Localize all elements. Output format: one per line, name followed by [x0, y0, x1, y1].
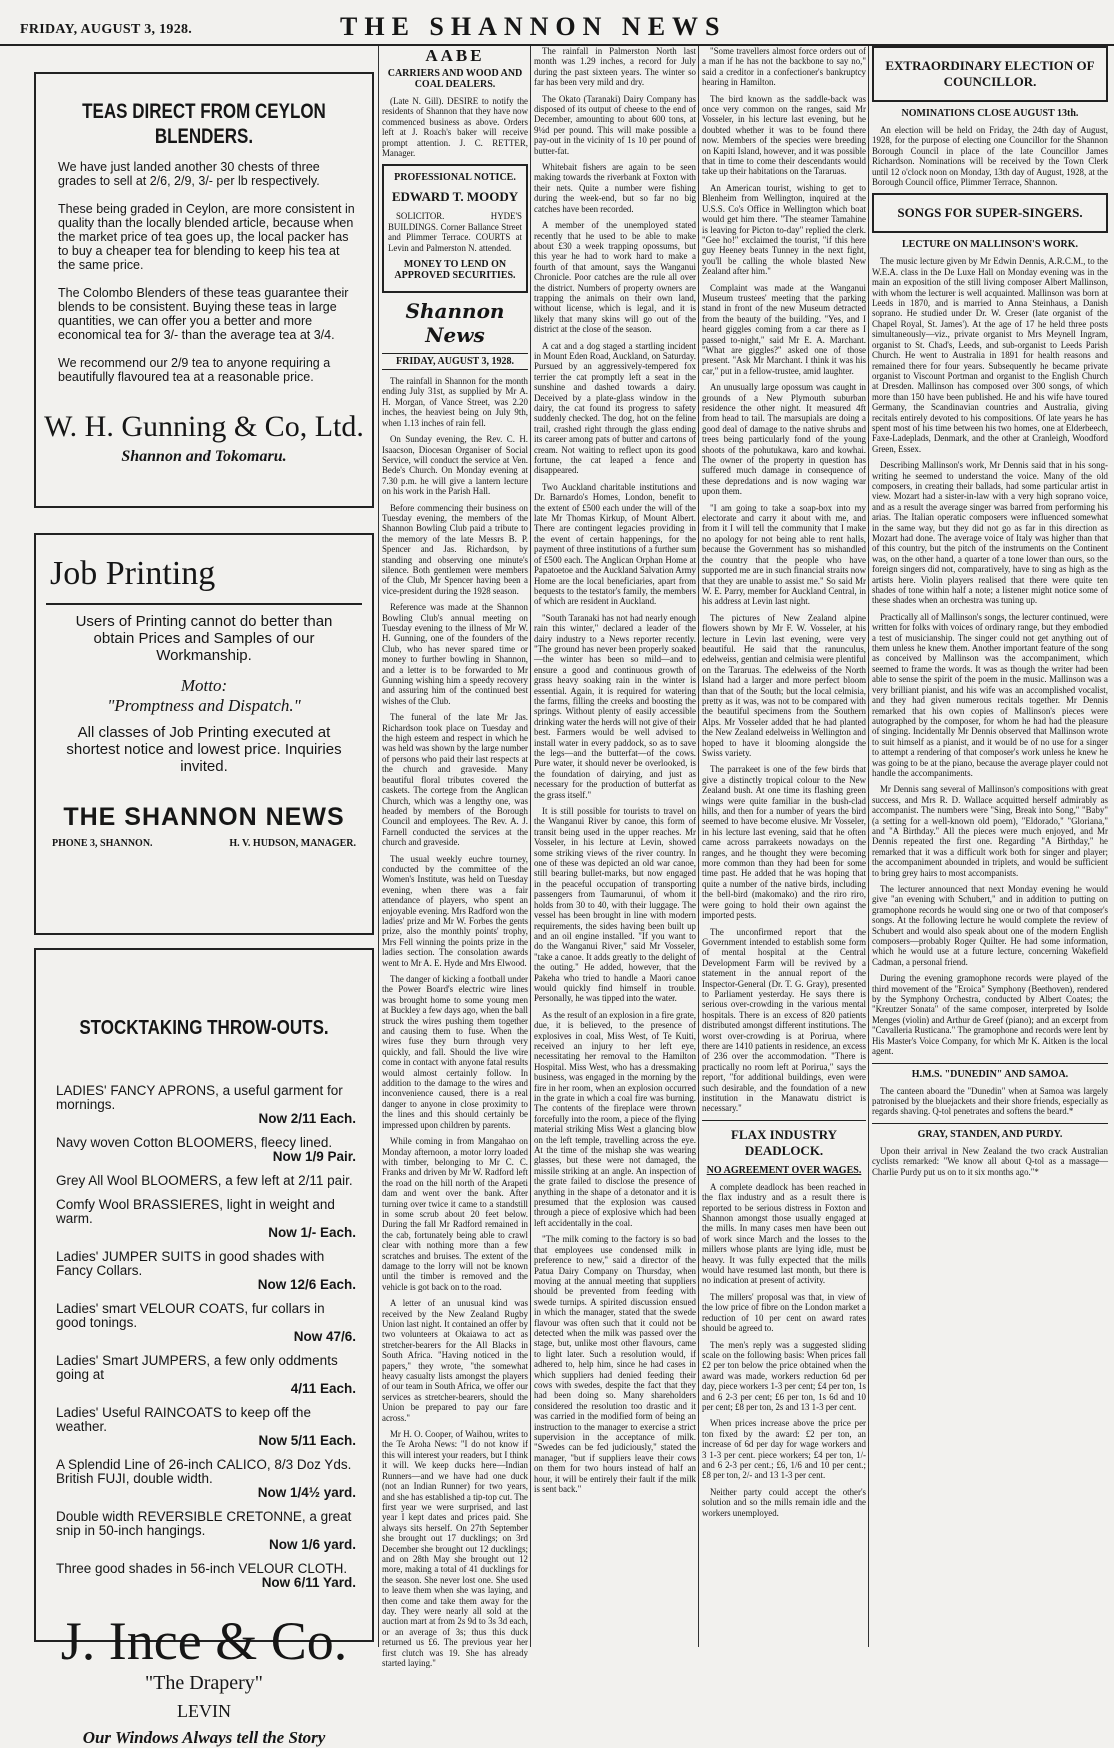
job-printing-heading: Job Printing [50, 555, 216, 592]
news-paragraph: A letter of an unusual kind was received by the New Zealand Rugby Union last night. It contained an offer by two volunteers at Okaiawa to act as stretcher-bearers for the All Blacks in South Africa. "Having noticed in the papers," they wrote, "the somewhat heavy casualty lists amongst the players of our team in South Africa, we offer our services as stretcher-bearers, should the Union be prepared to pay our fare across." [382, 1298, 528, 1423]
news-paragraph: The usual weekly euchre tourney, conducted by the committee of the Women's Institute, was held on Tuesday evening, when there was a fair attendance of players, who spent an enjoyable evening. Mrs Radford won the ladies' prize and Mr W. Forbes the gents prize, also the monthly points' trophy, Mrs Fell winning the points prize in the ladies section. The consolation awards went to Mr A. E. Hyde and Mrs Elwood. [382, 853, 528, 968]
news-paragraph: An American tourist, wishing to get to Blenheim from Wellington, inquired at the U.S.S. Co's Office in Wellington which boat would get him there. "The steamer Tamahine is leaving for Picton to-day" replied the clerk. "Gee ho!" exclaimed the tourist, "if this here guy Heeney beats Tunney in the next fight, you'll be calling the whole blasted New Zealand after him." [702, 182, 866, 277]
news-paragraph: The danger of kicking a football under the Power Board's electric wire lines was brought home to some young men at Buckley a few days ago, when the ball struck the wires pushing them together and causing them to fuse. When the wires fuse they burn through very quickly, and fall. Should the live wire come in contact with anyone fatal results would almost certainly follow. In addition to the damage to the wires and inconvenience caused, there is a real danger to anyone in close proximity to the lines and this should certainly be impressed upon children by parents. [382, 974, 528, 1130]
store-tagline: "The Drapery" [145, 1672, 263, 1694]
news-paragraph: The rainfall in Palmerston North last month was 1.29 inches, a record for July during the past sixteen years. The winter so far has been very mild and dry. [534, 46, 696, 88]
news-paragraph: The music lecture given by Mr Edwin Dennis, A.R.C.M., to the W.E.A. class in the De Luxe Hall on Monday evening was in the main an exposition of the still living composer Albert Mallinson, with whom the lecturer is well acquainted. Mallinson was born at Leeds in 1870, and is married to Anna Steinhaus, a Danish soprano. He studied under Dr. W. Creser (late organist of the Chapel Royal, St. James'). At the age of 17 he held three posts simultaneously—viz., private organist to Mrs Meynell Ingram, organist to St. Chad's, Leeds, and sub-organist to Leeds Parish Church. He went to Australia in 1891 for health reasons and remained there for four years. Subsequently he became private organist to Viscount Portman and organist to the English Church at Dresden. Mallinson has composed over 300 songs, of which more than 150 have been published. He and his wife have toured Germany, the Scandinavian countries and Australia, giving recitals entirely devoted to his compositions. Of late years he has spent most of his time between his two homes, one at Elderbeech, Faxe-Ladeplads, Denmark, and the other at Cranleigh, Woodford Green, Essex. [872, 256, 1108, 454]
paper-date: FRIDAY, AUGUST 3, 1928. [382, 353, 528, 370]
news-paragraph: As the result of an explosion in a fire grate, due, it is believed, to the presence of explosives in coal, Miss West, of Te Kuiti, received an injury to her left eye, necessitating her removal to the Hamilton Hospital. Miss West, who has a dressmaking business, was engaged in the morning by the fire in her room, when an explosion occurred in the grate in which a coal fire was burning. The contents of the fireplace were thrown forcefully into the room, a piece of the flying material striking Miss West a glancing blow on the left temple, travelling across the eye. At the time of the mishap she was wearing glasses, but these were not damaged, the missile striking at an angle. An inspection of the grate failed to disclose the presence of anything in the shape of a detonator and it is presumed that the explosion was caused through a piece of explosive which had been left accidentally in the coal. [534, 1009, 696, 1228]
stocktaking-heading: STOCKTAKING THROW-OUTS. [79, 1016, 329, 1039]
flax-heading: FLAX INDUSTRY DEADLOCK. [702, 1120, 866, 1159]
flax-subheading: NO AGREEMENT OVER WAGES. [706, 1164, 862, 1176]
sale-item: Comfy Wool BRASSIERES, light in weight and warm. Now 1/- Each. [56, 1197, 356, 1240]
sale-item: Ladies' Useful RAINCOATS to keep off the weather. Now 5/11 Each. [56, 1405, 356, 1448]
newspaper-title: THE SHANNON NEWS [340, 12, 727, 41]
news-paragraph: Neither party could accept the other's solution and so the mills remain idle and the workers unemployed. [702, 1486, 866, 1518]
news-paragraph: Reference was made at the Shannon Bowling Club's annual meeting on Tuesday evening to the illness of Mr W. H. Gunning, one of the founders of the Club, who has never spared time or money to further bowling in Shannon, and a letter is to be forwarded to Mr Gunning wishing him a speedy recovery and assuring him of the continued best wishes of the Club. [382, 602, 528, 706]
manager-name: H. V. HUDSON, MANAGER. [229, 838, 356, 849]
news-paragraph: Before commencing their business on Tuesday evening, the members of the Shannon Bowling Club paid a tribute to the memory of the late Messrs B. P. Spencer and Jas. Richardson, by standing and observing one minute's silence. Both gentlemen were members of the Club, Mr Spencer having been a vice-president during the 1928 season. [382, 502, 528, 596]
news-paragraph: When prices increase above the price per ton fixed by the award: £2 per ton, an increase of 6d per day for wage workers and 3 1-3 per cent. piece workers; £4 per ton, 1/- and 6 2-3 per cent.; £6, 1/6 and 10 per cent.; £8 per ton, 2/- and 13 1-3 per cent. [702, 1418, 866, 1481]
news-paragraph: The funeral of the late Mr Jas. Richardson took place on Tuesday and the high esteem and respect in which he was held was shown by the large number of persons who paid their last respects at the church and graveside. Many beautiful floral tributes covered the caskets. The cortege from the Anglican Church, which was a lengthy one, was headed by members of the Borough Council and employees. The Rev. A. J. Farnell conducted the services at the church and graveside. [382, 712, 528, 848]
news-paragraph: "South Taranaki has not had nearly enough rain this winter," declared a leader of the dairy industry to a News reporter recently. "The ground has never been properly soaked—the winter has been so mild—and to ensure a good and continuous growth of grass heavy soaking rain in the winter is essential. Again, it is required for watering the farms, filling the creeks and boosting the springs. Without plenty of easily accessible drinking water the herds will not give of their best. Farmers would be well advised to install water in every paddock, so as to save the legs—and the butterfat—of the cows. Pure water, it should never be overlooked, is the foundation of dairying, and just as necessary for the production of butterfat as the grass itself." [534, 612, 696, 800]
job-printing-text: All classes of Job Printing executed at shortest notice and lowest price. Inquiries invited. [66, 724, 342, 775]
news-paragraph: Two Auckland charitable institutions and Dr. Barnardo's Homes, London, benefit to the extent of £500 each under the will of the late Mr Thomas Kirkup, of Mount Albert. There are contingent legacies providing in the event of certain happenings, for the payment of three institutions of a further sum of £500 each. The Anglican Orphan Home at Papatoetoe and the Auckland Salvation Army Home are the local beneficiaries, apart from bequests to the testator's family, the members of which are resident in Auckland. [534, 481, 696, 607]
news-paragraph: Complaint was made at the Wanganui Museum trustees' meeting that the parking stand in front of the new Museum detracted from the beauty of the building. "Yes, and I heard giggles coming from a car there as I passed to-night," said Mr E. A. Marchant. "What are giggles?" asked one of those present. "Ask Mr Marchant. I think it was his car," put in a fellow-trustee, amid laughter. [702, 282, 866, 376]
tea-ad-heading: TEAS DIRECT FROM CEYLON BLENDERS. [82, 99, 326, 148]
news-paragraph: Describing Mallinson's work, Mr Dennis said that in his song-writing he seemed to understand the voice. Many of the old composers, in creating their ballads, had some particular artist in view. Mozart had a sister-in-law with a very high soprano voice, and as a result the average singer was barred from performing his arias. The Italian operatic composers were influenced somewhat in the same way, but they did not go as far in this direction as Mozart had done. The average voice of Italy was higher than that of this country, but the pitch of the instruments on the Continent was, on the other hand, a quarter of a tone lower than ours, so the foreign singers did not, comparatively, have to sing as high as the artists here. Violin players realised that there were quite ten shades of tone within half a note; a listener might notice some of these shades when an orchestra was tuning up. [872, 460, 1108, 606]
tea-advertisement [34, 72, 374, 508]
motto-label: Motto: [180, 676, 228, 695]
column-rule [868, 46, 869, 1647]
aabe-notice: (Late N. Gill). DESIRE to notify the residents of Shannon that they have now commenced business as above. Orders left at J. Roach's baker will receive prompt attention. J. C. RETTER, Manager. [382, 96, 528, 159]
news-paragraph: Mr Dennis sang several of Mallinson's compositions with great success, and Mrs R. D. Wallace acquitted herself admirably as accompanist. The numbers were "Sing, Break into Song," "Baby" (a setting for a well-known old poem), "Eldorado," "Gloriana," and "A Birthday." All the pieces were much enjoyed, and Mr Dennis repeated the first one. Regarding "A Birthday," he remarked that it was a difficult work both for singer and player; the accompaniment abounded in triplets, and would be sufficient to bring grey hairs to most accompanists. [872, 784, 1108, 878]
news-paragraph: The lecturer announced that next Monday evening he would give "an evening with Schubert," and in addition to putting on gramophone records he would sing one or two of that composer's songs. At the following lecture he would complete the review of Schubert and would also speak about one of the modern English composers—probably Roger Quilter. He had some information, which he would use at a future lecture, concerning Wakefield Cadman, a personal friend. [872, 884, 1108, 967]
news-paragraph: The canteen aboard the "Dunedin" when at Samoa was largely patronised by the bluejackets and their shore friends, especially as regards shaving. Q-tol penetrates and softens the beard.* [872, 1085, 1108, 1117]
sale-item: Navy woven Cotton BLOOMERS, fleecy lined. Now 1/9 Pair. [56, 1135, 356, 1164]
gray-heading: GRAY, STANDEN, AND PURDY. [872, 1123, 1108, 1140]
news-paragraph: The pictures of New Zealand alpine flowers shown by Mr F. W. Vosseler, at his lecture in Levin last evening, were very beautiful. He said that the ranunculus, edelweiss, gentian and celmisia were plentiful on the Tararuas. The edelweiss of the North Island had a larger and more perfect bloom than that of the South; but the local celmisia, pretty as it was, was not to be compared with the beautiful specimens from the Southern Alps. Mr Vosseler added that he had planted the New Zealand edelweiss in Wellington and hoped to have it blooming alongside the Swiss variety. [702, 612, 866, 758]
sale-item: A Splendid Line of 26-inch CALICO, 8/3 Doz Yds. British FUJI, double width. Now 1/4½ yard. [56, 1457, 356, 1500]
sale-item: Grey All Wool BLOOMERS, a few left at 2/11 pair. [56, 1173, 353, 1188]
store-town: LEVIN [177, 1701, 231, 1721]
column-rule [530, 46, 531, 1647]
news-paragraph: An unusually large opossum was caught in grounds of a New Plymouth suburban residence the other night. It measured 4ft from head to tail. The marsupials are doing a good deal of damage to the native shrubs and trees being particularly fond of the young shoots of the pohutukawa, karo and kowhai. The owner of the property in question has suffered much damage in consequence of these depredations and is now waging war upon them. [702, 382, 866, 497]
news-paragraph: Practically all of Mallinson's songs, the lecturer continued, were written for folks with voices of ordinary range, but they embodied a test of musicianship. The singer could not get anything out of them unless he knew them. Another important feature of the song as conceived by Mallinson was the accompaniment, which seemed to frame the words. It was as though the writer had been able to sense the spirit of the poem in the music. Mallinson was a very brilliant pianist, and his wife was an accomplished vocalist, and they had given numerous recitals together. Mr Dennis remarked that his own copies of Mallinson's pieces were autographed by the composer, for whom he had had the pleasure of singing. Incidentally Mr Dennis observed that Mallinson wrote to suit himself as a pianist, and it would be of no use for a singer to attempt a rendering of that composer's work unless he knew he was going to be at the piano, because the average player could not handle the accompaniments. [872, 611, 1108, 778]
dunedin-heading: H.M.S. "DUNEDIN" AND SAMOA. [872, 1063, 1108, 1080]
shannon-news-name: THE SHANNON NEWS [63, 803, 345, 831]
news-paragraph: The rainfall in Shannon for the month ending July 31st, as supplied by Mr A. H. Morgan, of Vance Street, was 2.20 inches, the heaviest being on July 9th, when 1.13 inches of rain fell. [382, 376, 528, 428]
news-paragraph: "Some travellers almost force orders out of a man if he has not the backbone to say no," said a creditor in a confectioner's bankruptcy hearing in Hamilton. [702, 46, 866, 88]
stocktaking-advertisement [34, 948, 374, 1747]
songs-heading-box: SONGS FOR SUPER-SINGERS. [872, 193, 1108, 233]
sale-item: Ladies' smart VELOUR COATS, fur collars in good tonings. Now 47/6. [56, 1301, 356, 1344]
news-paragraph: While coming in from Mangahao on Monday afternoon, a motor lorry loaded with timber, belonging to Mr C. C. Franks and driven by Mr W. Radford left the road on the hill north of the Arapeti dam and went over the bank. After turning over twice it came to a standstill in some scrub about 20 feet below. During the fall Mr Radford remained in the cab, fortunately being able to crawl clear with nothing more than a few scratches and bruises. The extent of the damage to the lorry will not be known until the timber is removed and the vehicle is got back on to the road. [382, 1136, 528, 1292]
gunning-company-name: W. H. Gunning & Co, Ltd. [44, 410, 364, 443]
news-paragraph: During the evening gramophone records were played of the third movement of the "Eroica" Symphony (Beethoven), rendered by the Symphony Orchestra, conducted by Albert Coates; the "Kreutzer Sonata" of the same composer, interpreted by Isolde Menges (violin) and Arthur de Greef (piano); and an excerpt from "Cavalleria Rusticana." The gramophone and records were lent by His Master's Voice Company, for which Mr K. Aitken is the local agent. [872, 973, 1108, 1057]
motto: "Promptness and Dispatch." [107, 696, 301, 715]
sale-item: Three good shades in 56-inch VELOUR CLOTH. Now 6/11 Yard. [56, 1561, 356, 1590]
column-4 [702, 46, 866, 1647]
column-5 [872, 46, 1108, 1647]
column-3 [534, 46, 696, 1647]
professional-notice: PROFESSIONAL NOTICE. EDWARD T. MOODY SOLICITOR. HYDE'S BUILDINGS. Corner Ballance Street and Plimmer Terrace. COURTS at Levin and Palmerston N. attended. MONEY TO LEND ON APPROVED SECURITIES. [382, 164, 528, 293]
news-paragraph: A member of the unemployed stated recently that he used to be able to make about £30 a week trapping opossums, but this year he had to work hard to make a fourth of that amount, says the Wanganui Chronicle. Poor catches are the rule all over the district. Numbers of property owners are trapping the animals on their own land, without license, which is legal, and it is likely that many skins will go out of the district at the close of the season. [534, 220, 696, 335]
news-paragraph: A cat and a dog staged a startling incident in Mount Eden Road, Auckland, on Saturday. Pursued by an aggressively-tempered fox terrier the cat promptly left a seat in the sunshine and dashed towards a dairy. Deceived by a plate-glass window in the dairy, the cat found its progress to safety suddenly checked. The dog, hot on the feline trail, crashed right through the glass ending its career among pats of butter and cartons of cream. Not waiting to reflect upon its good fortune, the cat leaped a fence and disappeared. [534, 340, 696, 476]
news-paragraph: A complete deadlock has been reached in the flax industry and as a result there is reported to be serious distress in Foxton and Shannon amongst those usually engaged at the mills. In many cases men have been out of work since March and the losses to the millers whose plants are lying idle, must be heavy. It was fully expected that the mills would have resumed last month, but there is no indication at present of activity. [702, 1181, 866, 1286]
job-printing-text: Users of Printing cannot do better than obtain Prices and Samples of our Workmanship. [75, 613, 333, 664]
contact-row [52, 838, 356, 849]
phone-number: PHONE 3, SHANNON. [52, 838, 153, 849]
news-paragraph: On Sunday evening, the Rev. C. H. Isaacson, Diocesan Organiser of Social Service, will conduct the service at Ven. Bede's Church. On Monday evening at 7.30 p.m. he will give a lantern lecture on his work in the Parish Hall. [382, 434, 528, 497]
news-paragraph: "The milk coming to the factory is so bad that employees use condensed milk in preference to new," said a director of the Patua Dairy Company on Thursday, when moving at the annual meeting that suppliers should be prevented from feeding with swede turnips. A spirited discussion ensued in which the manager, stated that the swede flavour was often such that it could not be detected when the milk was passed over the stage, but, unlike most other flavours, came to light later. Such a resolution would, if adhered to, help him, since he had cases in which suppliers had denied feeding their cows with swedes, despite the fact that they had been doing so. Many shareholders considered the resolution too drastic and it was carried in the modified form of being an instruction to the manager to exercise a strict supervision in the acceptance of milk. "Swedes can be fed judiciously," stated the manager, "but if suppliers leave their cows on them for two hours instead of half an hour, it will be entirely their fault if the milk is sent back." [534, 1234, 696, 1495]
news-paragraph: Mr H. O. Cooper, of Waihou, writes to the Te Aroha News: "I do not know if this will interest your readers, but I think it will. We keep ducks here—Indian Runners—and we have had one duck (not an Indian Runner) for two years, and she has established a tip-top cut. The first year we were surprised, and last year I kept dates and prices paid. She always sits herself. On 27th September she brought out 17 ducklings; on 3rd December she brought out 12 ducklings; and on 28th May she brought out 12 more, making a total of 41 ducklings for the season. She never lost one. She used to leave them when she was laying, and then come and take them away for the day. They were nearly all sold at the auction mart at from 2s 9d to 3s 3d each, or an average of 3s; thus this duck returned us £6. The previous year her first clutch was 19. She has already started laying." [382, 1429, 528, 1668]
tea-ad-text: The Colombo Blenders of these teas guarantee their blends to be consistent. Buying these teas in large quantities, we can offer you a better and more economical tea for 3/- than the average tea at 3/4. [58, 286, 349, 342]
news-paragraph: The men's reply was a suggested sliding scale on the following basis: When prices fall £2 per ton below the price obtained when the award was made, workers reduction 6d per day, piece workers 1-3 per cent; £4 per ton, 1s and 6 2-3 per cent; £6 per ton, 1s 6d and 10 per cent; £8 per ton, 2s and 13 1-3 per cent. [702, 1339, 866, 1412]
election-text: An election will be held on Friday, the 24th day of August, 1928, for the purpose of electing one Councillor for the Shannon Borough Council in place of the late Councillor James Richardson. Nominations will be received by the Town Clerk until 12 o'clock noon on Monday, 13th day of August, 1928, at the Borough Council office, Plimmer Terrace, Shannon. [872, 125, 1108, 188]
news-paragraph: The millers' proposal was that, in view of the low price of fibre on the London market a reduction of 10 per cent on award rates should be agreed to. [702, 1291, 866, 1334]
column-rule [378, 46, 379, 1647]
paper-nameplate: Shannon News [405, 299, 505, 348]
sale-item: LADIES' FANCY APRONS, a useful garment for mornings. Now 2/11 Each. [56, 1083, 356, 1126]
job-printing-advertisement [34, 533, 374, 935]
news-paragraph: Upon their arrival in New Zealand the two crack Australian cyclists remarked: "We know all about Q-tol as a massage—Charlie Purdy put us on to it six months ago."* [872, 1145, 1108, 1177]
aabe-subheading: CARRIERS AND WOOD AND COAL DEALERS. [387, 68, 523, 90]
sale-item: Ladies' Smart JUMPERS, a few only oddments going at 4/11 Each. [56, 1353, 356, 1396]
news-paragraph: The Okato (Taranaki) Dairy Company has disposed of its output of cheese to the end of December, amounting to about 600 tons, at 9¼d per pound. This will make possible a pay-out in the vicinity of 1s 10 per pound of butter-fat. [534, 93, 696, 156]
aabe-heading: AABE [425, 46, 485, 65]
election-subheading: NOMINATIONS CLOSE AUGUST 13th. [901, 108, 1079, 119]
store-slogan: Our Windows Always tell the Story [82, 1728, 326, 1747]
news-paragraph: It is still possible for tourists to travel on the Wanganui River by canoe, this form of transit being used in the upper reaches. Mr Vosseler, in his lecture at Levin, showed some striking views of the river country. In one of these was depicted an old war canoe, still bearing bullet-marks, but now engaged in the peaceful occupation of transporting passengers from Taumarunui, of whom it holds from 30 to 40, with their luggage. The vessel has been brought in line with modern requirements, the sides having been built up and an oil engine installed. "If you want to do the Wanganui River," said Mr Vosseler, "take a canoe. It adds greatly to the delight of the outing." He added, however, that the Pakeha who tried to handle a Maori canoe would quickly find himself in trouble. Personally, he was tipped into the water. [534, 806, 696, 1004]
news-paragraph: The bird known as the saddle-back was once very common on the ranges, said Mr Vosseler, in his lecture last evening, but he doubted whether it was to be found there now. Members of the species were breeding on Kapiti Island, however, and it was possible that in time to come their descendants would take up their habitations on the Tararuas. [702, 93, 866, 177]
news-paragraph: The parrakeet is one of the few birds that give a distinctly tropical colour to the New Zealand bush. At one time its flashing green wings were quite familiar in the bush-clad hills, and then for a number of years the bird seemed to have become elusive. Mr Vosseler, in his lecture last evening, said that he often came across parrakeets nowadays on the ranges, and he thought they were becoming more common than they had been for some time past. He added that he was hoping that quite a number of the native birds, including the bell-bird (makomako) and the riro riro, were going to hold their own against the imported pests. [702, 764, 866, 921]
gunning-locations: Shannon and Tokomaru. [121, 448, 287, 465]
divider [46, 603, 362, 605]
sale-item: Ladies' JUMPER SUITS in good shades with Fancy Collars. Now 12/6 Each. [56, 1249, 356, 1292]
news-paragraph: The unconfirmed report that the Government intended to establish some form of mental hospital at the Central Development Farm will be revived by a statement in the annual report of the Inspector-General (Dr. T. G. Gray), presented to Parliament yesterday. He says there is serious over-crowding in the various mental hospitals. There is an excess of 820 patients distributed amongst different institutions. The worst over-crowding is at Porirua, where there are 1410 patients in residence, an excess of 236 over the accommodation. "There is practically no room left at Porirua," says the report, "for additional buildings, even were such desirable, and the foundation of a new institution in the Manawatu district is necessary." [702, 926, 866, 1114]
sale-item: Double width REVERSIBLE CRETONNE, a great snip in 50-inch hangings. Now 1/6 yard. [56, 1509, 356, 1552]
tea-ad-text: We have just landed another 30 chests of three grades to sell at 2/6, 2/9, 3/- per lb respectively. [58, 160, 320, 188]
election-notice: EXTRAORDINARY ELECTION OF COUNCILLOR. [872, 46, 1108, 102]
news-paragraph: "I am going to take a soap-box into my electorate and carry it about with me, and from it I will tell the community that I make no apology for not being able to rent halls, because the Government has so mishandled the country that the people who have supported me are in such financial straits now that they are unable to assist me." So said Mr W. E. Parry, member for Auckland Central, in his address at Levin last night. [702, 502, 866, 607]
tea-ad-text: We recommend our 2/9 tea to anyone requiring a beautifully flavoured tea at a reasonable price. [58, 356, 331, 384]
tea-ad-text: These being graded in Ceylon, are more consistent in quality than the locally blended article, because when the market price of tea goes up, the local packer has to buy a cheaper tea for blending to keep his tea at the same price. [58, 202, 355, 272]
store-name: J. Ince & Co. [60, 1611, 348, 1671]
column-2 [382, 46, 528, 1668]
masthead [0, 0, 1114, 46]
column-rule [698, 46, 699, 1647]
songs-subheading: LECTURE ON MALLINSON'S WORK. [902, 239, 1078, 251]
issue-date: FRIDAY, AUGUST 3, 1928. [20, 22, 193, 37]
news-paragraph: Whitebait fishers are again to be seen making towards the riverbank at Foxton with their nets. Quite a number were fishing during the week-end, but so far no big catches have been recorded. [534, 162, 696, 214]
